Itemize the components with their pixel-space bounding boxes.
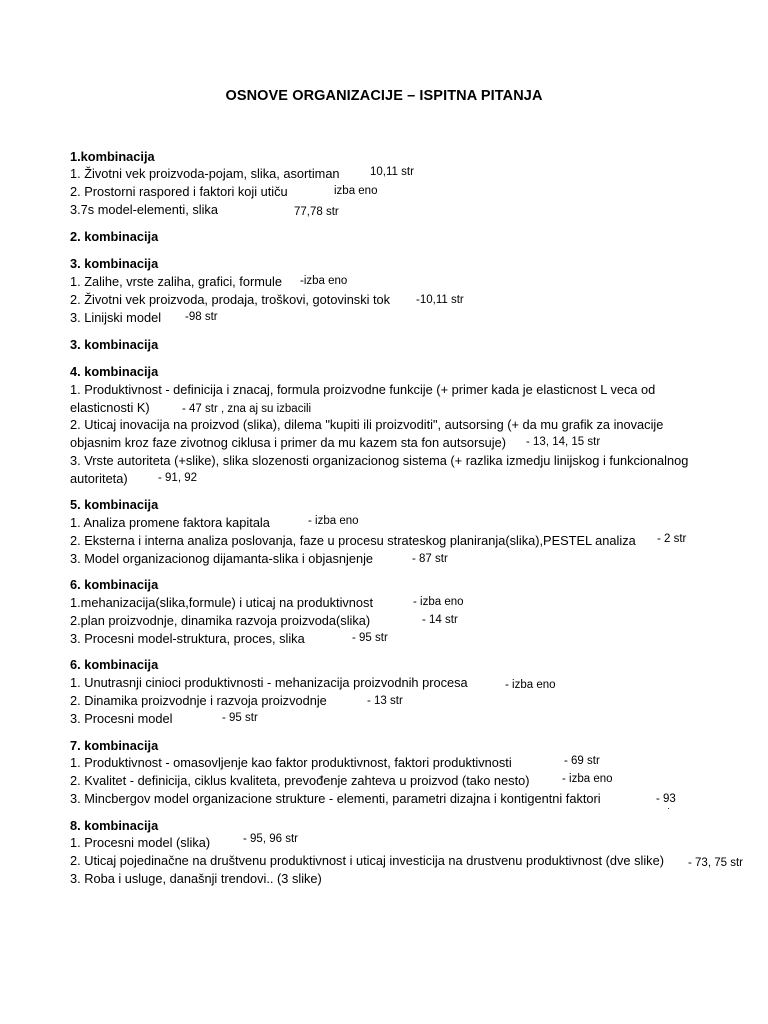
- question-line: 1. Analiza promene faktora kapitala: [70, 515, 270, 530]
- section-heading: 3. kombinacija: [70, 256, 159, 271]
- section-heading: 6. kombinacija: [70, 657, 159, 672]
- section-heading: 6. kombinacija: [70, 577, 159, 592]
- page-note: -10,11 str: [416, 294, 464, 306]
- page-note: - 13 str: [367, 695, 403, 707]
- page-note: 10,11 str: [370, 166, 414, 178]
- question-line: 2. Prostorni raspored i faktori koji utiču: [70, 184, 288, 199]
- page-note: 77,78 str: [294, 206, 339, 218]
- section-heading: 3. kombinacija: [70, 337, 159, 352]
- page-note: - 87 str: [412, 553, 448, 565]
- section-heading: 7. kombinacija: [70, 738, 159, 753]
- question-line: 3. Linijski model: [70, 310, 162, 325]
- page-note: - 95 str: [352, 632, 388, 644]
- stray-dot: ·: [667, 803, 670, 813]
- question-line: 2. Kvalitet - definicija, ciklus kvaliteta, prevođenje zahteva u proizvod (tako nesto): [70, 773, 530, 788]
- question-line: 2. Uticaj pojedinačne na društvenu produktivnost i uticaj investicija na drustvenu produktivnost (dve slike): [70, 853, 664, 868]
- question-line: 1. Zalihe, vrste zaliha, grafici, formule: [70, 274, 282, 289]
- question-line: 3. Procesni model: [70, 711, 173, 726]
- section-heading: 8. kombinacija: [70, 818, 159, 833]
- question-line: 1. Unutrasnji cinioci produktivnosti - mehanizacija proizvodnih procesa: [70, 675, 468, 690]
- page-note: - 91, 92: [158, 472, 197, 484]
- page-note: - 14 str: [422, 614, 458, 626]
- question-line: 3. Roba i usluge, današnji trendovi.. (3 slike): [70, 871, 322, 886]
- question-line: 2. Dinamika proizvodnje i razvoja proizvodnje: [70, 693, 327, 708]
- question-line: 1. Produktivnost - omasovljenje kao faktor produktivnost, faktori produktivnosti: [70, 755, 512, 770]
- section-heading: 5. kombinacija: [70, 497, 159, 512]
- page-note: - 2 str: [657, 533, 687, 545]
- page-note: - izba eno: [308, 515, 359, 527]
- page-note: - izba eno: [413, 596, 464, 608]
- question-line: 3.7s model-elementi, slika: [70, 202, 218, 217]
- page-note: izba eno: [334, 185, 378, 197]
- question-line: 3. Procesni model-struktura, proces, slika: [70, 631, 305, 646]
- page-note: - 13, 14, 15 str: [526, 436, 601, 448]
- page-note: - 93: [656, 793, 676, 805]
- question-line: objasnim kroz faze zivotnog ciklusa i primer da mu kazem sta fon autsorsuje): [70, 435, 506, 450]
- page-note: -izba eno: [300, 275, 348, 287]
- question-line: elasticnosti K): [70, 400, 150, 415]
- page-note: - 95, 96 str: [243, 833, 298, 845]
- page-note: - 95 str: [222, 712, 258, 724]
- question-line: 3. Model organizacionog dijamanta-slika i objasnjenje: [70, 551, 374, 566]
- question-line: autoriteta): [70, 471, 128, 486]
- question-line: 3. Mincbergov model organizacione strukture - elementi, parametri dizajna i kontigentni faktori: [70, 791, 601, 806]
- page-note: - izba eno: [562, 773, 613, 785]
- question-line: 2. Životni vek proizvoda, prodaja, troškovi, gotovinski tok: [70, 292, 391, 307]
- question-line: 2. Uticaj inovacija na proizvod (slika), dilema "kupiti ili proizvoditi", autsorsing (+ da mu grafik za inovacije: [70, 417, 664, 432]
- question-line: 1. Procesni model (slika): [70, 835, 211, 850]
- section-heading: 4. kombinacija: [70, 364, 159, 379]
- page-note: - 69 str: [564, 755, 600, 767]
- page-note: - izba eno: [505, 679, 556, 691]
- question-line: 1. Životni vek proizvoda-pojam, slika, asortiman: [70, 166, 340, 181]
- question-line: 2. Eksterna i interna analiza poslovanja, faze u procesu strateskog planiranja(slika),PESTEL analiza: [70, 533, 636, 548]
- section-heading: 1.kombinacija: [70, 149, 155, 164]
- question-line: 1. Produktivnost - definicija i znacaj, formula proizvodne funkcije (+ primer kada je elasticnost L veca od: [70, 382, 656, 397]
- page-note: - 73, 75 str: [688, 857, 743, 869]
- question-line: 1.mehanizacija(slika,formule) i uticaj na produktivnost: [70, 595, 373, 610]
- question-line: 3. Vrste autoriteta (+slike), slika slozenosti organizacionog sistema (+ razlika izmedju linijskog i funkcionalnog: [70, 453, 689, 468]
- question-line: 2.plan proizvodnje, dinamika razvoja proizvoda(slika): [70, 613, 371, 628]
- section-heading: 2. kombinacija: [70, 229, 159, 244]
- page-note: - 47 str , zna aj su izbacili: [182, 403, 312, 415]
- page-title: OSNOVE ORGANIZACIJE – ISPITNA PITANJA: [225, 88, 543, 104]
- page-note: -98 str: [185, 311, 218, 323]
